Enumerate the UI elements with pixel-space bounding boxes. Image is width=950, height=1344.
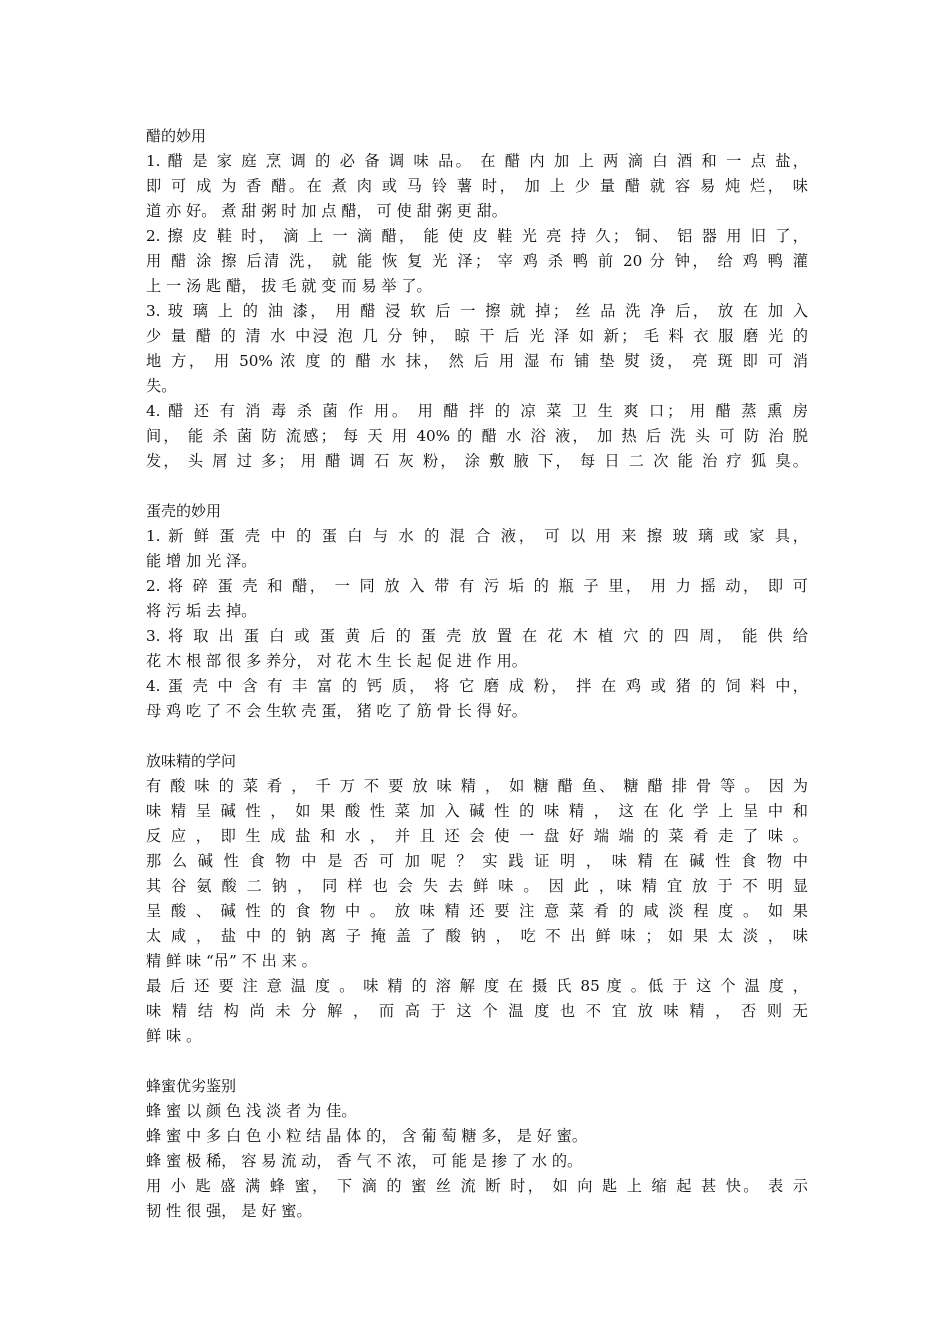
- text-line: 用 小 匙 盛 满 蜂 蜜， 下 滴 的 蜜 丝 流 断 时， 如 向 匙 上 缩 起 甚 快。 表 示: [146, 1177, 808, 1195]
- section-honey-quality: [146, 1074, 808, 1224]
- text-line: 即 可 成 为 香 醋。在 煮 肉 或 马 铃 薯 时， 加 上 少 量 醋 就 容 易 炖 烂， 味: [146, 177, 808, 195]
- text-line: 能 增 加 光 泽。: [146, 552, 257, 570]
- text-line: 蜂 蜜 以 颜 色 浅 淡 者 为 佳。: [146, 1102, 357, 1120]
- section-heading: 蜂蜜优劣鉴别: [146, 1077, 237, 1095]
- document-body: [146, 124, 808, 1249]
- section-eggshell-uses: [146, 499, 808, 724]
- text-line: 最 后 还 要 注 意 温 度 。 味 精 的 溶 解 度 在 摄 氏 85 度 。低 于 这 个 温 度 ，: [146, 977, 808, 995]
- text-line: 少 量 醋 的 清 水 中浸 泡 几 分 钟， 晾 干 后 光 泽 如 新； 毛 料 衣 服 磨 光 的: [146, 327, 808, 345]
- text-line: 蜂 蜜 中 多 白 色 小 粒 结 晶 体 的， 含 葡 萄 糖 多， 是 好 蜜。: [146, 1127, 588, 1145]
- text-line: 味 精 结 构 尚 未 分 解 ， 而 高 于 这 个 温 度 也 不 宜 放 味 精 ， 否 则 无: [146, 1002, 808, 1020]
- section-msg-tips: [146, 749, 808, 1049]
- text-line: 精 鲜 味 “吊” 不 出 来 。: [146, 952, 317, 970]
- text-line: 间， 能 杀 菌 防 流感； 每 天 用 40% 的 醋 水 浴 液， 加 热 后 洗 头 可 防 治 脱: [146, 427, 808, 445]
- text-line: 发， 头 屑 过 多； 用 醋 调 石 灰 粉， 涂 敷 腋 下， 每 日 二 次 能 治 疗 狐 臭。: [146, 452, 808, 470]
- text-line: 花 木 根 部 很 多 养分， 对 花 木 生 长 起 促 进 作 用。: [146, 652, 527, 670]
- text-line: 1. 新 鲜 蛋 壳 中 的 蛋 白 与 水 的 混 合 液， 可 以 用 来 擦 玻 璃 或 家 具，: [146, 527, 808, 545]
- text-line: 4. 醋 还 有 消 毒 杀 菌 作 用。 用 醋 拌 的 凉 菜 卫 生 爽 口； 用 醋 蒸 熏 房: [146, 402, 808, 420]
- text-line: 将 污 垢 去 掉。: [146, 602, 257, 620]
- text-line: 其 谷 氨 酸 二 钠 ， 同 样 也 会 失 去 鲜 味 。 因 此 ，味 精 宜 放 于 不 明 显: [146, 877, 808, 895]
- text-line: 有 酸 味 的 菜 肴 ， 千 万 不 要 放 味 精 ， 如 糖 醋 鱼、 糖 醋 排 骨 等 。 因 为: [146, 777, 808, 795]
- text-line: 2. 擦 皮 鞋 时， 滴 上 一 滴 醋， 能 使 皮 鞋 光 亮 持 久； 铜、 铝 器 用 旧 了，: [146, 227, 808, 245]
- section-vinegar-uses: [146, 124, 808, 474]
- text-line: 那 么 碱 性 食 物 中 是 否 可 加 呢 ？ 实 践 证 明 ， 味 精 在 碱 性 食 物 中: [146, 852, 808, 870]
- text-line: 味 精 呈 碱 性 ， 如 果 酸 性 菜 加 入 碱 性 的 味 精 ， 这 在 化 学 上 呈 中 和: [146, 802, 808, 820]
- text-line: 上 一 汤 匙 醋， 拔 毛 就 变 而 易 举 了。: [146, 277, 432, 295]
- text-line: 2. 将 碎 蛋 壳 和 醋， 一 同 放 入 带 有 污 垢 的 瓶 子 里， 用 力 摇 动， 即 可: [146, 577, 808, 595]
- text-line: 失。: [146, 377, 177, 395]
- text-line: 3. 玻 璃 上 的 油 漆， 用 醋 浸 软 后 一 擦 就 掉； 丝 品 洗 净 后， 放 在 加 入: [146, 302, 808, 320]
- text-line: 太 咸 ， 盐 中 的 钠 离 子 掩 盖 了 酸 钠 ， 吃 不 出 鲜 味 ； 如 果 太 淡 ， 味: [146, 927, 808, 945]
- text-line: 3. 将 取 出 蛋 白 或 蛋 黄 后 的 蛋 壳 放 置 在 花 木 植 穴 的 四 周， 能 供 给: [146, 627, 808, 645]
- text-line: 1. 醋 是 家 庭 烹 调 的 必 备 调 味 品。 在 醋 内 加 上 两 滴 白 酒 和 一 点 盐，: [146, 152, 808, 170]
- text-line: 4. 蛋 壳 中 含 有 丰 富 的 钙 质， 将 它 磨 成 粉， 拌 在 鸡 或 猪 的 饲 料 中，: [146, 677, 808, 695]
- text-line: 地 方， 用 50% 浓 度 的 醋 水 抹， 然 后 用 湿 布 铺 垫 熨 烫， 亮 斑 即 可 消: [146, 352, 808, 370]
- text-line: 道 亦 好。 煮 甜 粥 时 加 点 醋， 可 使 甜 粥 更 甜。: [146, 202, 507, 220]
- text-line: 母 鸡 吃 了 不 会 生软 壳 蛋， 猪 吃 了 筋 骨 长 得 好。: [146, 702, 527, 720]
- text-line: 呈 酸 、 碱 性 的 食 物 中 。 放 味 精 还 要 注 意 菜 肴 的 咸 淡 程 度 。 如 果: [146, 902, 808, 920]
- section-heading: 醋的妙用: [146, 127, 207, 145]
- text-line: 韧 性 很 强， 是 好 蜜。: [146, 1202, 312, 1220]
- text-line: 用 醋 涂 擦 后清 洗， 就 能 恢 复 光 泽； 宰 鸡 杀 鸭 前 20 分 钟， 给 鸡 鸭 灌: [146, 252, 808, 270]
- section-heading: 放味精的学问: [146, 752, 237, 770]
- text-line: 鲜 味 。: [146, 1027, 202, 1045]
- text-line: 蜂 蜜 极 稀， 容 易 流 动， 香 气 不 浓， 可 能 是 掺 了 水 的。: [146, 1152, 583, 1170]
- section-heading: 蛋壳的妙用: [146, 502, 222, 520]
- text-line: 反 应 ， 即 生 成 盐 和 水 ， 并 且 还 会 使 一 盘 好 端 端 的 菜 肴 走 了 味 。: [146, 827, 808, 845]
